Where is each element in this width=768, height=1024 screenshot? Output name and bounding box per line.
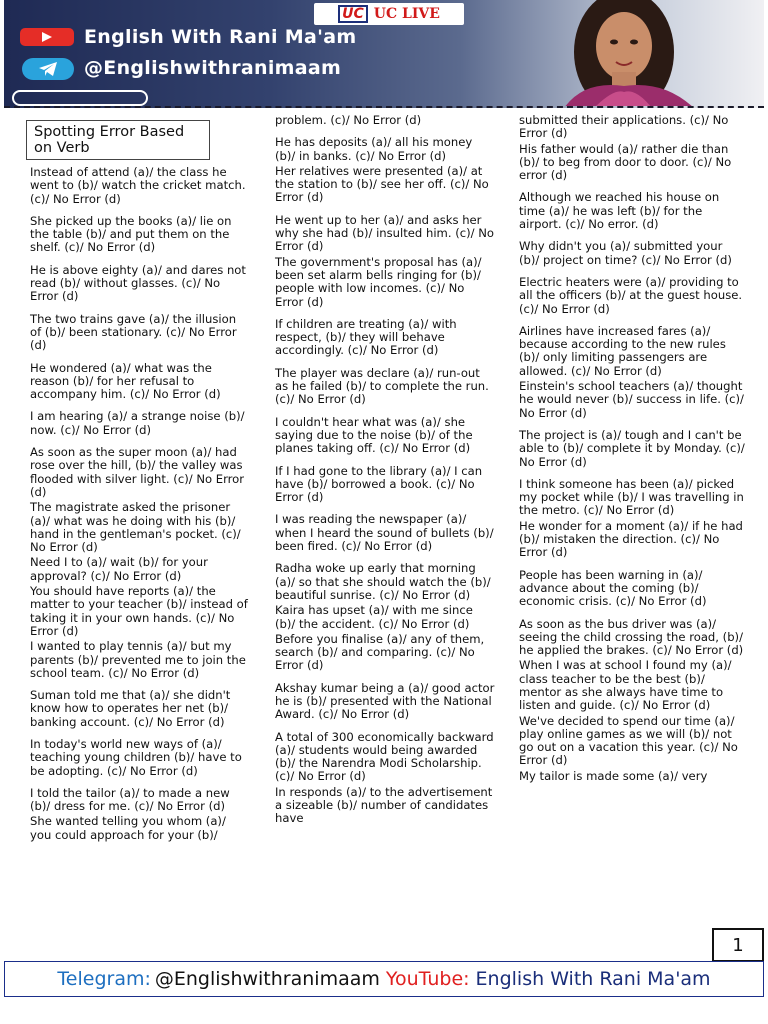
header-banner xyxy=(4,0,764,108)
question-item: The magistrate asked the prisoner (a)/ what was he doing with his (b)/ hand in the gentleman's pocket. (c)/ No Error (d) xyxy=(30,500,241,555)
question-item: She picked up the books (a)/ lie on the table (b)/ and put them on the shelf. (c)/ No Error (d) xyxy=(30,213,232,255)
question-item: He wondered (a)/ what was the reason (b)/ for her refusal to accompany him. (c)/ No Error (d) xyxy=(30,360,221,402)
question-item: He has deposits (a)/ all his money (b)/ in banks. (c)/ No Error (d) xyxy=(275,135,473,163)
youtube-icon xyxy=(20,28,74,46)
column-2 xyxy=(275,114,495,835)
question-item: Airlines have increased fares (a)/ because according to the new rules (b)/ only limiting passengers are allowed. (c)/ No Error (d) xyxy=(519,323,726,378)
question-item: Instead of attend (a)/ the class he went to (b)/ watch the cricket match. (c)/ No Error (d) xyxy=(30,165,246,206)
question-item: Need I to (a)/ wait (b)/ for your approval? (c)/ No Error (d) xyxy=(30,555,208,583)
question-item: Electric heaters were (a)/ providing to all the officers (b)/ at the guest house. (c)/ No Error (d) xyxy=(519,274,743,316)
question-item: I wanted to play tennis (a)/ but my parents (b)/ prevented me to join the school team. (c)/ No Error (d) xyxy=(30,639,246,680)
question-item: He wonder for a moment (a)/ if he had (b)/ mistaken the direction. (c)/ No Error (d) xyxy=(519,518,743,560)
footer-telegram-label: Telegram: xyxy=(57,968,151,990)
question-item: I couldn't hear what was (a)/ she saying due to the noise (b)/ of the planes taking off. (c)/ No Error (d) xyxy=(275,414,473,456)
question-item: If I had gone to the library (a)/ I can have (b)/ borrowed a book. (c)/ No Error (d) xyxy=(275,463,483,505)
column-3 xyxy=(519,114,745,792)
question-item: I am hearing (a)/ a strange noise (b)/ now. (c)/ No Error (d) xyxy=(30,409,245,437)
question-item: submitted their applications. (c)/ No Error (d) xyxy=(519,113,729,141)
question-item: We've decided to spend our time (a)/ play online games as we will (b)/ not go out on a vacation this year. (c)/ No Error (d) xyxy=(519,713,738,768)
question-item: He went up to her (a)/ and asks her why she had (b)/ insulted him. (c)/ No Error (d) xyxy=(275,212,494,254)
telegram-icon xyxy=(22,58,74,80)
question-item: His father would (a)/ rather die than (b)/ to beg from door to door. (c)/ No error (d) xyxy=(519,141,732,183)
question-item: I think someone has been (a)/ picked my pocket while (b)/ I was travelling in the metro. (c)/ No Error (d) xyxy=(519,476,744,518)
question-item: Einstein's school teachers (a)/ thought he would never (b)/ success in life. (c)/ No Error (d) xyxy=(519,379,744,420)
decorative-pill xyxy=(12,90,148,106)
question-item: Kaira has upset (a)/ with me since (b)/ the accident. (c)/ No Error (d) xyxy=(275,603,473,631)
question-item: He is above eighty (a)/ and dares not read (b)/ without glasses. (c)/ No Error (d) xyxy=(30,262,246,304)
question-item: Before you finalise (a)/ any of them, search (b)/ and comparing. (c)/ No Error (d) xyxy=(275,631,485,673)
footer-banner xyxy=(4,961,764,997)
question-item: The project is (a)/ tough and I can't be able to (b)/ complete it by Monday. (c)/ No Error (d) xyxy=(519,427,745,469)
telegram-handle-line: @Englishwithranimaam xyxy=(84,57,342,79)
footer-youtube-channel: English With Rani Ma'am xyxy=(475,968,711,990)
question-item: A total of 300 economically backward (a)/ students would being awarded (b)/ the Narendra Modi Scholarship. (c)/ No Error (d) xyxy=(275,729,494,784)
brand-text: UC LIVE xyxy=(373,6,440,22)
question-item: In responds (a)/ to the advertisement a sizeable (b)/ number of candidates have xyxy=(275,784,493,826)
uc-logo: UC xyxy=(338,5,368,23)
question-item: Akshay kumar being a (a)/ good actor he is (b)/ presented with the National Award. (c)/ No Error (d) xyxy=(275,680,495,722)
question-item: When I was at school I found my (a)/ class teacher to be the best (b)/ mentor as she always have time to listen and guide. (c)/ No Error (d) xyxy=(519,658,732,713)
question-item: problem. (c)/ No Error (d) xyxy=(275,113,422,127)
question-item: As soon as the super moon (a)/ had rose over the hill, (b)/ the valley was flooded with silver light. (c)/ No Error (d) xyxy=(30,445,245,499)
question-item: The government's proposal has (a)/ been set alarm bells ringing for (b)/ people with low incomes. (c)/ No Error (d) xyxy=(275,254,482,309)
question-item: The two trains gave (a)/ the illusion of (b)/ been stationary. (c)/ No Error (d) xyxy=(30,311,237,353)
question-item: Suman told me that (a)/ she didn't know how to operates her net (b)/ banking account. (c)/ No Error (d) xyxy=(30,688,231,729)
column-1 xyxy=(30,166,250,851)
question-item: Why didn't you (a)/ submitted your (b)/ project on time? (c)/ No Error (d) xyxy=(519,239,732,267)
page-number: 1 xyxy=(712,928,764,962)
question-item: Although we reached his house on time (a)/ he was left (b)/ for the airport. (c)/ No error. (d) xyxy=(519,190,720,232)
brand-badge xyxy=(314,3,464,25)
question-item: As soon as the bus driver was (a)/ seeing the child crossing the road, (b)/ he applied the brakes. (c)/ No Error (d) xyxy=(519,616,744,658)
question-item: If children are treating (a)/ with respect, (b)/ they will behave accordingly. (c)/ No Error (d) xyxy=(275,316,457,358)
question-item: I was reading the newspaper (a)/ when I heard the sound of bullets (b)/ been fired. (c)/ No Error (d) xyxy=(275,512,494,554)
question-item: In today's world new ways of (a)/ teaching young children (b)/ have to be adopting. (c)/ No Error (d) xyxy=(30,736,242,778)
question-item: I told the tailor (a)/ to made a new (b)/ dress for me. (c)/ No Error (d) xyxy=(30,785,230,814)
question-item: She wanted telling you whom (a)/ you could approach for your (b)/ xyxy=(30,814,226,842)
presenter-portrait xyxy=(524,0,764,108)
question-item: People has been warning in (a)/ advance about the coming (b)/ economic crisis. (c)/ No Error (d) xyxy=(519,567,707,609)
section-title: Spotting Error Based on Verb xyxy=(26,120,210,160)
footer-youtube-label: YouTube: xyxy=(385,968,470,990)
question-item: Her relatives were presented (a)/ at the station to (b)/ see her off. (c)/ No Error (d) xyxy=(275,163,489,205)
footer-telegram-handle: @Englishwithranimaam xyxy=(154,968,380,990)
question-item: Radha woke up early that morning (a)/ so that she should watch the (b)/ beautiful sunrise. (c)/ No Error (d) xyxy=(275,561,491,602)
question-item: You should have reports (a)/ the matter to your teacher (b)/ instead of taking it in your own hands. (c)/ No Error (d) xyxy=(30,584,248,638)
question-item: The player was declare (a)/ run-out as he failed (b)/ to complete the run. (c)/ No Error (d) xyxy=(275,365,489,407)
youtube-channel-line: English With Rani Ma'am xyxy=(84,26,357,48)
question-item: My tailor is made some (a)/ very xyxy=(519,768,708,783)
